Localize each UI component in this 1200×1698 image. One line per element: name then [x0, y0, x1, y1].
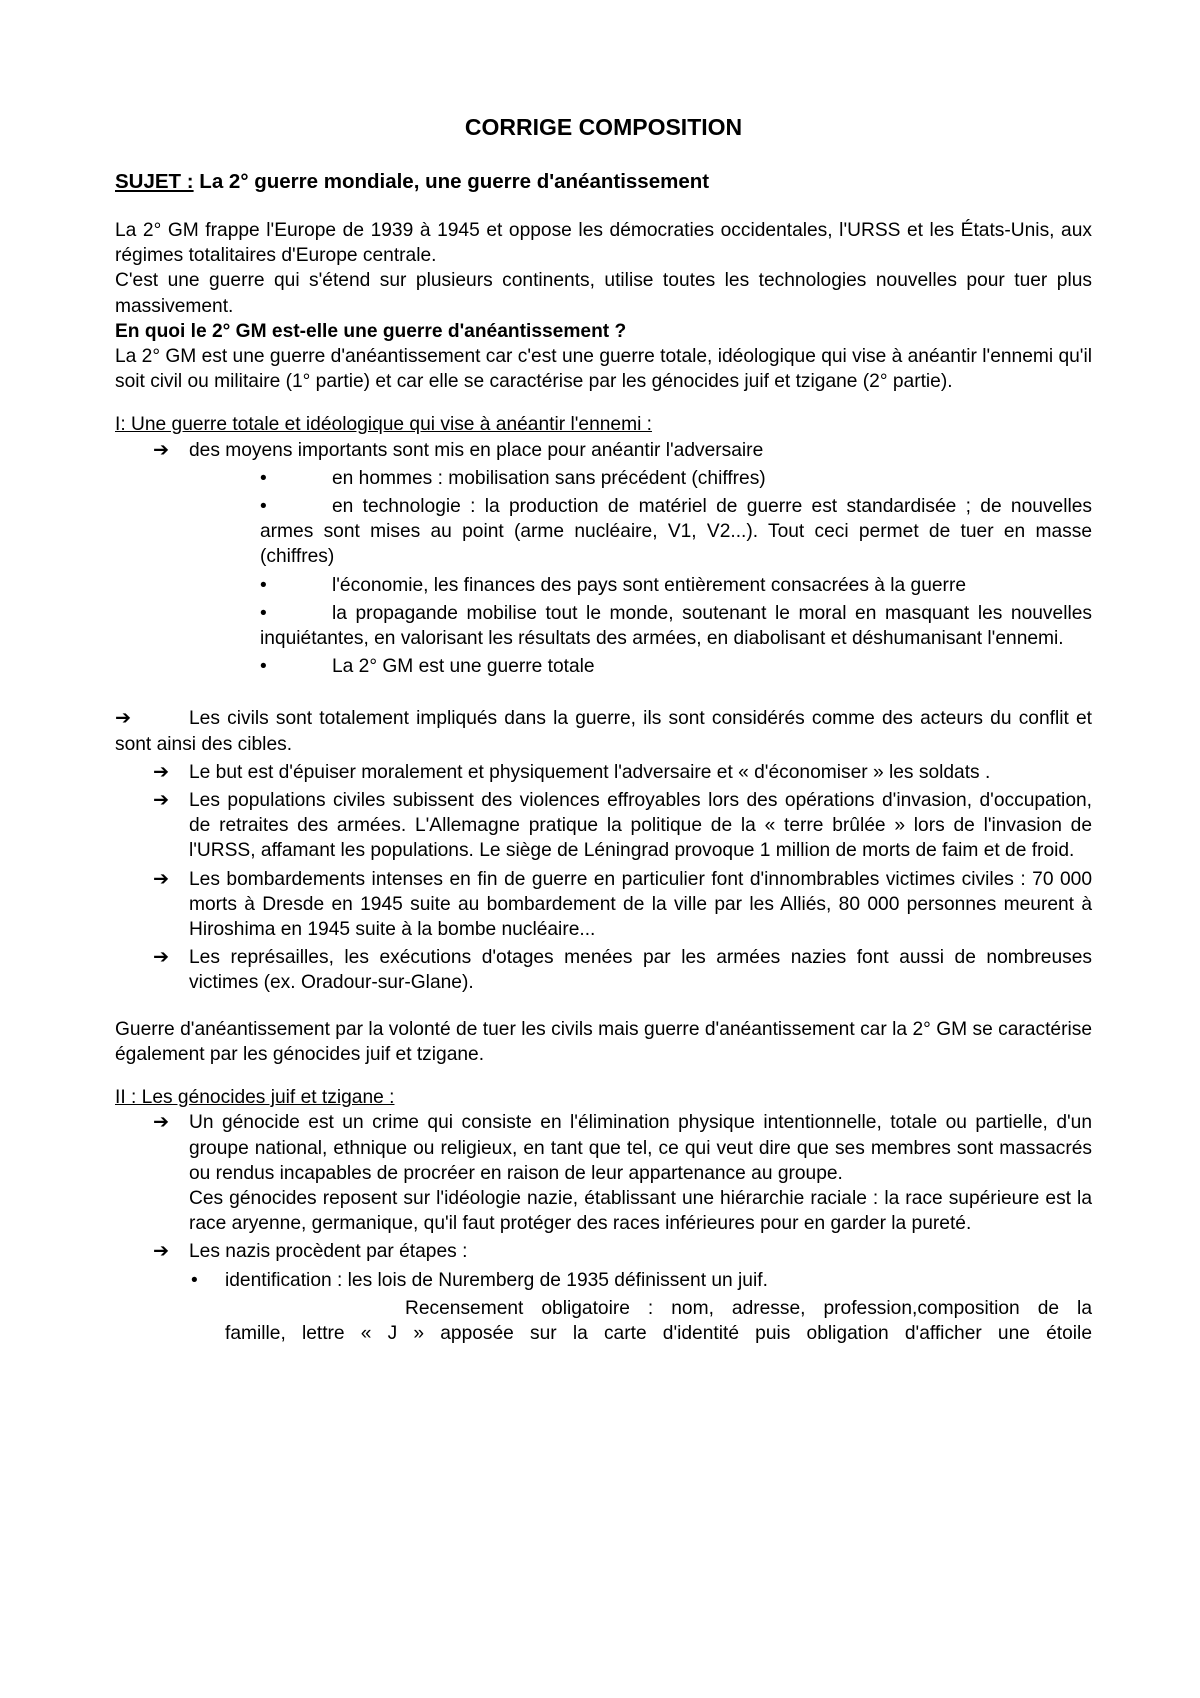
part1-means-item	[115, 438, 1092, 463]
arrow-item-text: Le but est d'épuiser moralement et physiquement l'adversaire et « d'économiser » les soldats .	[189, 761, 991, 783]
arrow-icon: ➔	[153, 761, 170, 783]
bullet-icon: •	[260, 467, 267, 489]
arrow-item-text: Les bombardements intenses en fin de guerre en particulier font d'innombrables victimes civiles : 70 000 morts à Dresde en 1945 suite au bombardement de la ville par les Alliés, 80 000 personnes meurent à Hiroshima en 1945 suite à la bombe nucléaire...	[189, 868, 1092, 941]
bullet-text: La 2° GM est une guerre totale	[332, 656, 595, 678]
bullet-text: l'économie, les finances des pays sont entièrement consacrées à la guerre	[332, 574, 967, 596]
part1-heading: I: Une guerre totale et idéologique qui vise à anéantir l'ennemi :	[115, 414, 652, 436]
part1-bullet	[260, 573, 1092, 598]
part1-arrow-item	[115, 945, 1092, 995]
arrow-icon: ➔	[153, 868, 170, 890]
part1-arrow-item	[115, 867, 1092, 943]
bullet-text: la propagande mobilise tout le monde, soutenant le moral en masquant les nouvelles inquiétantes, en valorisant les résultats des armées, en diabolisant et déshumanisant l'ennemi.	[260, 602, 1092, 650]
bullet-text: en technologie : la production de matériel de guerre est standardisée ; de nouvelles armes sont mises au point (arme nucléaire, V1, V2...). Tout ceci permet de tuer en masse (chiffres)	[260, 496, 1092, 568]
bullet-icon: •	[260, 496, 267, 518]
part1-arrow-item	[115, 788, 1092, 864]
census-line-1: Recensement obligatoire : nom, adresse, profession,composition de la	[405, 1297, 1092, 1319]
part1-bullet	[260, 654, 1092, 679]
bullet-text: en hommes : mobilisation sans précédent (chiffres)	[332, 467, 766, 489]
document-title: CORRIGE COMPOSITION	[464, 114, 743, 140]
subject-label: SUJET :	[115, 170, 194, 193]
intro-paragraph-1: La 2° GM frappe l'Europe de 1939 à 1945 et oppose les démocraties occidentales, l'URSS et les États-Unis, aux régimes totalitaires d'Europe centrale.	[115, 220, 1092, 267]
steps-item	[115, 1239, 1092, 1264]
arrow-icon: ➔	[153, 947, 170, 969]
genocide-definition-text: Un génocide est un crime qui consiste en l'élimination physique intentionnelle, totale ou partielle, d'un groupe national, ethnique ou religieux, en tant que tel, ce qui veut dire que ses membres sont massacrés ou rendus incapables de procréer en raison de leur appartenance au groupe.	[189, 1112, 1092, 1184]
arrow-icon: ➔	[153, 1112, 170, 1134]
document-content	[115, 112, 1092, 1346]
bullet-icon: •	[191, 1269, 198, 1291]
spacer	[115, 394, 1092, 412]
bullet-icon: •	[260, 656, 267, 678]
arrow-item-text: Les représailles, les exécutions d'otages menées par les armées nazies font aussi de nombreuses victimes (ex. Oradour-sur-Glane).	[189, 947, 1092, 994]
part1-means-text: des moyens importants sont mis en place pour anéantir l'adversaire	[189, 439, 764, 461]
part1-bullet	[260, 601, 1092, 651]
transition-paragraph: Guerre d'anéantissement par la volonté de tuer les civils mais guerre d'anéantissement car la 2° GM se caractérise également par les génocides juif et tzigane.	[115, 1018, 1092, 1065]
intro-paragraph-3: La 2° GM est une guerre d'anéantissement car c'est une guerre totale, idéologique qui vise à anéantir l'ennemi qu'il soit civil ou militaire (1° partie) et car elle se caractérise par les génocides juif et tzigane (2° partie).	[115, 346, 1092, 393]
ideology-text: Ces génocides reposent sur l'idéologie nazie, établissant une hiérarchie raciale : la race supérieure est la race aryenne, germanique, qu'il faut protéger des races inférieures pour en garder la pureté.	[189, 1187, 1092, 1235]
subject-text: La 2° guerre mondiale, une guerre d'anéantissement	[193, 170, 710, 193]
arrow-icon: ➔	[153, 1241, 170, 1263]
civils-item	[115, 706, 1092, 756]
bullet-icon: •	[260, 574, 267, 596]
problem-question: En quoi le 2° GM est-elle une guerre d'anéantissement ?	[115, 320, 627, 342]
spacer	[115, 999, 1092, 1017]
identification-text: identification : les lois de Nuremberg de 1935 définissent un juif.	[225, 1269, 768, 1291]
steps-text: Les nazis procèdent par étapes :	[189, 1241, 468, 1263]
part1-arrow-item	[115, 760, 1092, 785]
identification-bullet	[189, 1268, 1092, 1293]
spacer	[115, 1067, 1092, 1085]
bullet-icon: •	[260, 602, 267, 624]
arrow-icon: ➔	[153, 439, 170, 461]
subject-line	[115, 168, 1092, 196]
arrow-icon: ➔	[153, 790, 170, 812]
civils-text: Les civils sont totalement impliqués dans la guerre, ils sont considérés comme des acteurs du conflit et sont ainsi des cibles.	[115, 708, 1092, 755]
spacer	[115, 682, 1092, 706]
intro-paragraph-2: C'est une guerre qui s'étend sur plusieurs continents, utilise toutes les technologies nouvelles pour tuer plus massivement.	[115, 270, 1092, 317]
arrow-item-text: Les populations civiles subissent des violences effroyables lors des opérations d'invasion, d'occupation, de retraites des armées. L'Allemagne pratique la politique de la « terre brûlée » lors de l'invasion de l'URSS, affamant les populations. Le siège de Léningrad provoque 1 million de morts de faim et de froid.	[189, 790, 1092, 862]
part1-bullet	[260, 466, 1092, 491]
arrow-icon: ➔	[115, 708, 132, 730]
genocide-definition-item	[115, 1110, 1092, 1236]
part1-bullet	[260, 494, 1092, 570]
census-line-2: famille, lettre « J » apposée sur la carte d'identité puis obligation d'afficher une étoile	[225, 1322, 1092, 1344]
part2-heading: II : Les génocides juif et tzigane :	[115, 1087, 395, 1109]
